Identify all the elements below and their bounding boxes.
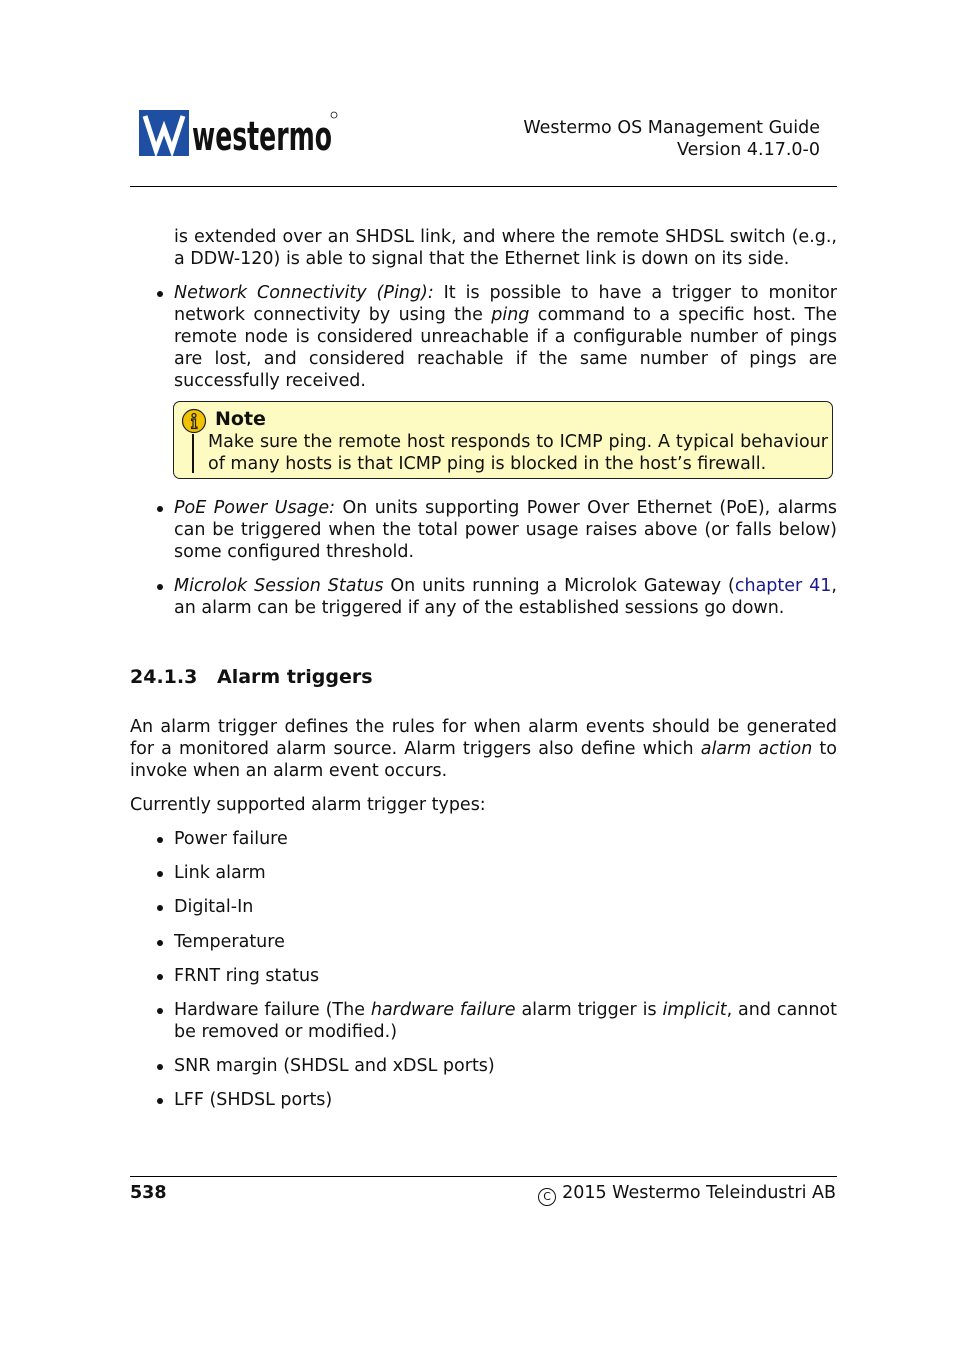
page-number: 538	[130, 1183, 167, 1203]
bullet-marker	[157, 291, 165, 299]
section-title: Alarm triggers	[217, 666, 373, 688]
logo-wordmark: westermo	[192, 114, 332, 160]
list-item-hardware-failure	[174, 999, 837, 1043]
alarm-action-term: alarm action	[700, 739, 813, 759]
implicit-term: implicit	[662, 1000, 727, 1020]
list-item: FRNT ring status	[174, 966, 320, 986]
list-item: Link alarm	[174, 863, 266, 883]
copyright-text: 2015 Westermo Teleindustri AB	[562, 1183, 836, 1203]
document-version: Version 4.17.0-0	[676, 140, 820, 160]
section-number: 24.1.3	[130, 666, 198, 688]
bullet-text: It is possible to have a trigger to monitor network connectivity by using the	[174, 283, 837, 325]
list-item: Power failure	[174, 829, 288, 849]
footer-divider	[130, 1176, 837, 1177]
bullet-marker	[157, 905, 165, 913]
copyright-notice	[538, 1182, 836, 1206]
bullet-text: command to a specific host. The remote node is considered unreachable if a configurable number of pings are lost, and considered reachable if the same number of pings are successfully received.	[174, 305, 837, 391]
list-item: Digital-In	[174, 897, 254, 917]
ping-term: ping	[491, 305, 530, 325]
document-title: Westermo OS Management Guide	[523, 118, 820, 138]
copyright-symbol: C	[538, 1188, 556, 1206]
document-header	[523, 117, 820, 161]
bullet-marker	[157, 506, 165, 514]
bullet-label: PoE Power Usage:	[174, 498, 336, 518]
bullet-marker	[157, 1098, 165, 1106]
hardware-failure-term: hardware failure	[370, 1000, 516, 1020]
intro-text: An alarm trigger defines the rules for when alarm events should be generated for a monitored alarm source. Alarm triggers also define which	[130, 717, 837, 759]
supported-types-label: Currently supported alarm trigger types:	[130, 795, 486, 815]
bullet-text: , an alarm can be triggered if any of the established sessions go down.	[174, 576, 837, 618]
bullet-marker	[157, 584, 165, 592]
list-item: LFF (SHDSL ports)	[174, 1090, 333, 1110]
list-text: , and cannot be removed or modified.)	[174, 1000, 837, 1042]
bullet-marker	[157, 1064, 165, 1072]
intro-paragraph	[130, 716, 837, 782]
bullet-marker	[157, 1008, 165, 1016]
note-text: Make sure the remote host responds to ICMP ping. A typical behaviour of many hosts is that ICMP ping is blocked in the host’s firewall.	[208, 432, 828, 474]
chapter-link[interactable]: chapter 41	[734, 576, 832, 596]
header-divider	[130, 186, 837, 187]
bullet-marker	[157, 940, 165, 948]
note-title: Note	[215, 408, 266, 430]
bullet-marker	[157, 871, 165, 879]
list-text: Hardware failure (The	[174, 1000, 371, 1020]
info-icon	[181, 408, 207, 434]
continuation-paragraph: is extended over an SHDSL link, and where the remote SHDSL switch (e.g., a DDW-120) is able to signal that the Ethernet link is down on its side.	[174, 227, 837, 269]
bullet-network-connectivity	[174, 282, 837, 392]
section-heading	[130, 666, 373, 688]
note-side-bar	[192, 434, 194, 473]
bullet-marker	[157, 837, 165, 845]
westermo-logo	[139, 110, 339, 158]
bullet-microlok-session	[174, 575, 837, 619]
bullet-marker	[157, 974, 165, 982]
list-item: SNR margin (SHDSL and xDSL ports)	[174, 1056, 495, 1076]
bullet-text: On units supporting Power Over Ethernet (PoE), alarms can be triggered when the total power usage raises above (or falls below) some configured threshold.	[174, 498, 837, 562]
bullet-poe-power-usage	[174, 497, 837, 563]
list-item: Temperature	[174, 932, 285, 952]
list-text: alarm trigger is	[515, 1000, 663, 1020]
intro-text: to invoke when an alarm event occurs.	[130, 739, 837, 781]
bullet-label: Network Connectivity (Ping):	[174, 283, 434, 303]
bullet-label: Microlok Session Status	[174, 576, 384, 596]
bullet-text: On units running a Microlok Gateway (	[383, 576, 735, 596]
